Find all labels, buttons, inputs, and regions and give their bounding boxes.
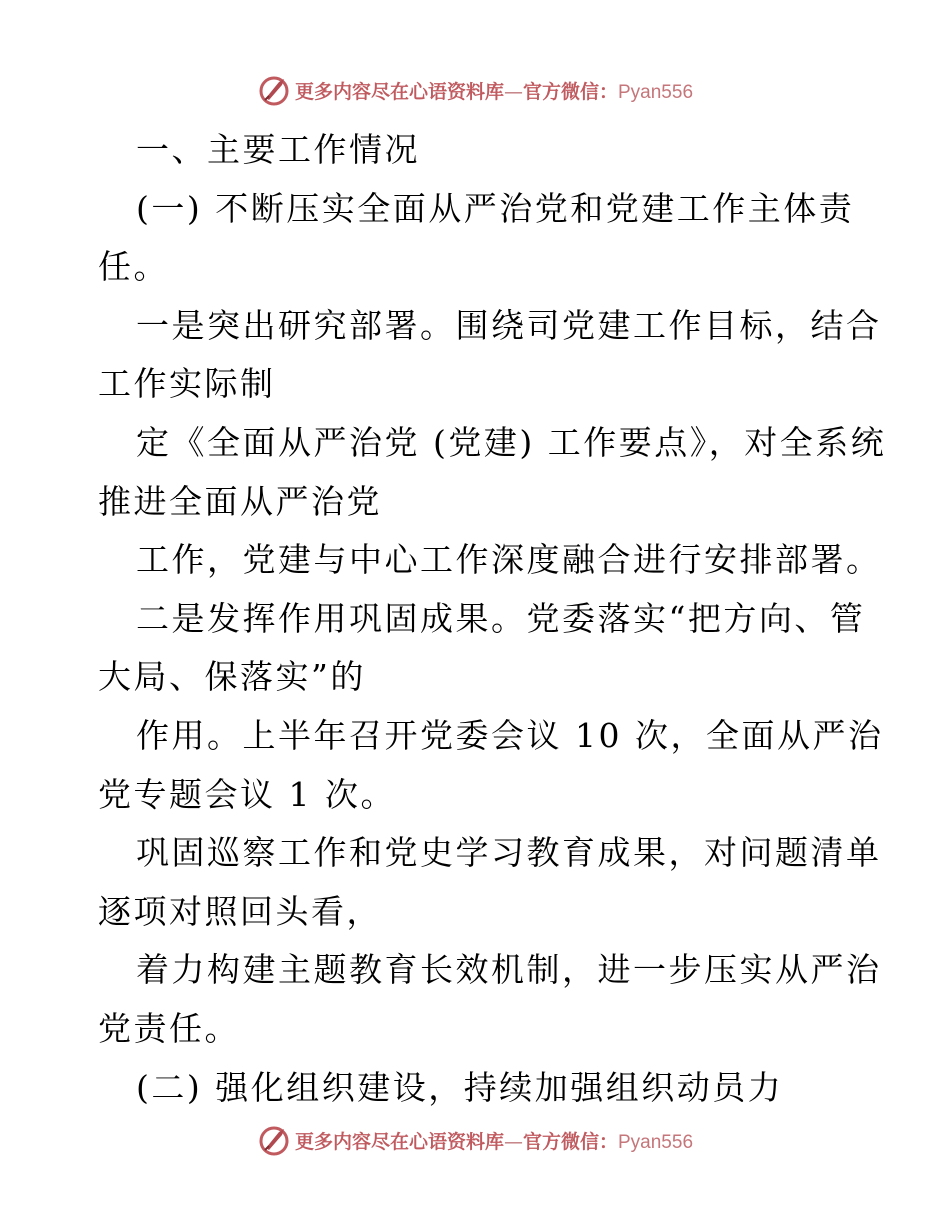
section-heading: 一、主要工作情况	[136, 130, 420, 169]
watermark-wechat-label: 官方微信：	[522, 80, 618, 103]
watermark-dash: —	[503, 80, 523, 103]
paragraph-line: 任。	[98, 247, 169, 287]
paragraph-line: 一是突出研究部署。围绕司党建工作目标，结合	[136, 305, 882, 345]
watermark-wechat-label: 官方微信：	[522, 1130, 618, 1153]
document-body	[98, 121, 887, 1117]
paragraph-line: 二是发挥作用巩固成果。党委落实“把方向、管	[136, 598, 866, 638]
paragraph-line: 推进全面从严治党	[98, 481, 382, 521]
watermark-brand: 更多内容尽在心语资料库	[294, 1130, 504, 1153]
header-watermark	[0, 70, 950, 110]
watermark-wechat-id: Pyan556	[618, 81, 694, 103]
watermark-text	[295, 1127, 693, 1154]
paragraph-line: 工作，党建与中心工作深度融合进行安排部署。	[136, 540, 882, 580]
paragraph-line: 定《全面从严治党 (党建) 工作要点》，对全系统	[136, 422, 887, 462]
paragraph-line: 着力构建主题教育长效机制，进一步压实从严治	[136, 950, 882, 990]
paragraph-line: 党责任。	[98, 1008, 240, 1048]
paragraph-line: 巩固巡察工作和党史学习教育成果，对问题清单	[136, 833, 882, 873]
watermark-wechat-id: Pyan556	[618, 1131, 694, 1153]
paragraph-line: 党专题会议 1 次。	[98, 774, 396, 814]
subsection-heading-2: (二) 强化组织建设，持续加强组织动员力	[136, 1067, 784, 1107]
paragraph-line: 工作实际制	[98, 364, 276, 404]
paragraph-line: 作用。上半年召开党委会议 10 次，全面从严治	[136, 715, 884, 755]
paragraph-line: 大局、保落实”的	[98, 657, 366, 697]
quill-pen-logo-icon	[257, 1123, 291, 1157]
watermark-brand: 更多内容尽在心语资料库	[294, 80, 504, 103]
paragraph-line: 逐项对照回头看，	[98, 891, 382, 931]
watermark-dash: —	[503, 1130, 523, 1153]
quill-pen-logo-icon	[257, 73, 291, 107]
watermark-text	[295, 77, 693, 104]
footer-watermark	[0, 1120, 950, 1160]
subsection-heading-1: (一) 不断压实全面从严治党和党建工作主体责	[136, 188, 855, 228]
